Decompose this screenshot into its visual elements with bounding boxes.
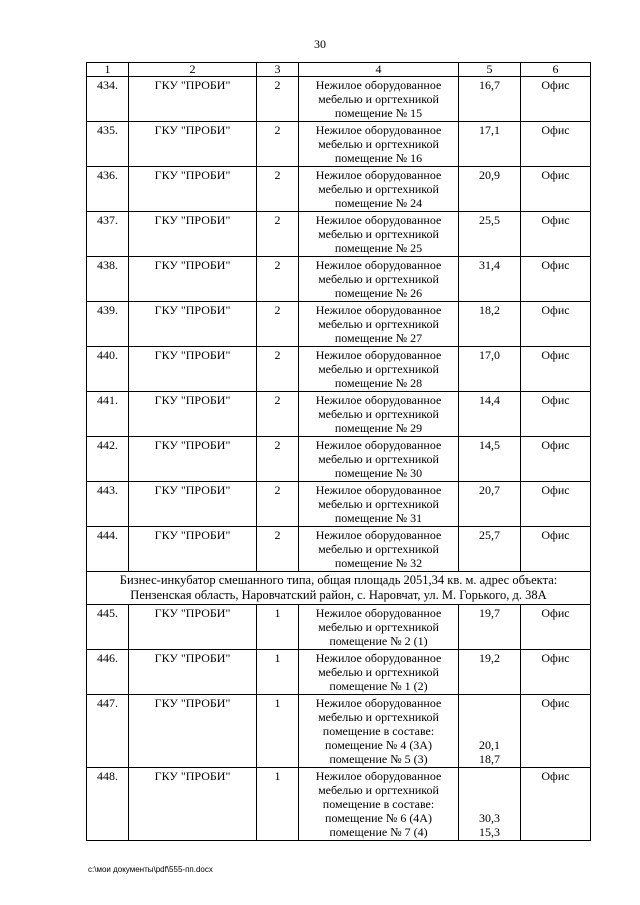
area: 19,7 (459, 605, 521, 650)
description-line: мебелью и оргтехникой (318, 620, 439, 634)
row-number: 447. (87, 695, 129, 768)
floor: 2 (257, 347, 299, 392)
premises-description (299, 695, 459, 768)
premises-description (299, 392, 459, 437)
area-value: 15,3 (479, 825, 500, 839)
area: 17,0 (459, 347, 521, 392)
area: 14,5 (459, 437, 521, 482)
table-row (87, 122, 591, 167)
description-line: Нежилое оборудованное (315, 651, 442, 665)
row-number: 443. (87, 482, 129, 527)
table-row (87, 302, 591, 347)
table-row (87, 527, 591, 572)
premises-description (299, 302, 459, 347)
table-row (87, 695, 591, 768)
column-number: 6 (521, 63, 591, 77)
organization: ГКУ "ПРОБИ" (129, 212, 257, 257)
purpose: Офис (521, 527, 591, 572)
description-line: мебелью и оргтехникой (318, 182, 439, 196)
organization: ГКУ "ПРОБИ" (129, 167, 257, 212)
description-line: мебелью и оргтехникой (318, 407, 439, 421)
description-line: помещение № 30 (334, 466, 423, 480)
organization: ГКУ "ПРОБИ" (129, 527, 257, 572)
area: 25,7 (459, 527, 521, 572)
description-line: Нежилое оборудованное (315, 258, 442, 272)
table-row (87, 257, 591, 302)
organization: ГКУ "ПРОБИ" (129, 650, 257, 695)
description-line: Нежилое оборудованное (315, 528, 442, 542)
description-line: Нежилое оборудованное (315, 393, 442, 407)
area-value: 20,1 (479, 738, 500, 752)
description-line: помещение № 15 (334, 106, 423, 120)
row-number: 441. (87, 392, 129, 437)
area: 18,2 (459, 302, 521, 347)
description-line: помещение № 28 (334, 376, 423, 390)
description-line: мебелью и оргтехникой (318, 665, 439, 679)
description-line: мебелью и оргтехникой (318, 92, 439, 106)
description-line: мебелью и оргтехникой (318, 452, 439, 466)
description-line: помещение № 16 (334, 151, 423, 165)
description-line: мебелью и оргтехникой (318, 497, 439, 511)
description-line: помещение в составе: (322, 797, 435, 811)
purpose: Офис (521, 347, 591, 392)
area (459, 768, 521, 841)
organization: ГКУ "ПРОБИ" (129, 605, 257, 650)
description-line: мебелью и оргтехникой (318, 542, 439, 556)
description-line: Нежилое оборудованное (315, 606, 442, 620)
organization: ГКУ "ПРОБИ" (129, 768, 257, 841)
spacer (461, 783, 518, 797)
premises-description (299, 212, 459, 257)
purpose: Офис (521, 302, 591, 347)
premises-description (299, 768, 459, 841)
floor: 2 (257, 527, 299, 572)
row-number: 448. (87, 768, 129, 841)
description-line: мебелью и оргтехникой (318, 137, 439, 151)
purpose: Офис (521, 605, 591, 650)
floor: 2 (257, 212, 299, 257)
description-line: мебелью и оргтехникой (318, 227, 439, 241)
description-line: Нежилое оборудованное (315, 438, 442, 452)
floor: 2 (257, 302, 299, 347)
table-row (87, 482, 591, 527)
organization: ГКУ "ПРОБИ" (129, 77, 257, 122)
premises-description (299, 257, 459, 302)
area: 17,1 (459, 122, 521, 167)
organization: ГКУ "ПРОБИ" (129, 122, 257, 167)
floor: 1 (257, 605, 299, 650)
file-path-footer: c:\мои документы\pdf\555-пп.docx (88, 865, 213, 874)
table-row (87, 605, 591, 650)
floor: 1 (257, 650, 299, 695)
floor: 2 (257, 437, 299, 482)
page-number: 30 (314, 37, 326, 51)
row-number: 446. (87, 650, 129, 695)
column-number: 4 (299, 63, 459, 77)
organization: ГКУ "ПРОБИ" (129, 257, 257, 302)
floor: 2 (257, 167, 299, 212)
column-number-row (87, 63, 591, 77)
description-line: Нежилое оборудованное (315, 213, 442, 227)
description-line: Нежилое оборудованное (315, 769, 442, 783)
description-line: Нежилое оборудованное (315, 123, 442, 137)
table-row (87, 77, 591, 122)
area-value: 18,7 (479, 752, 500, 766)
section-heading (87, 572, 591, 605)
area: 25,5 (459, 212, 521, 257)
description-line: мебелью и оргтехникой (318, 272, 439, 286)
purpose: Офис (521, 768, 591, 841)
description-line: помещение № 5 (3) (329, 752, 428, 766)
purpose: Офис (521, 482, 591, 527)
row-number: 434. (87, 77, 129, 122)
floor: 1 (257, 768, 299, 841)
area: 19,2 (459, 650, 521, 695)
area: 16,7 (459, 77, 521, 122)
table-row (87, 212, 591, 257)
organization: ГКУ "ПРОБИ" (129, 482, 257, 527)
purpose: Офис (521, 695, 591, 768)
description-line: помещение № 32 (334, 556, 423, 570)
column-number: 3 (257, 63, 299, 77)
table-row (87, 768, 591, 841)
description-line: помещение № 31 (334, 511, 423, 525)
spacer (461, 710, 518, 724)
spacer (461, 769, 518, 783)
purpose: Офис (521, 650, 591, 695)
description-line: помещение № 4 (3А) (325, 738, 432, 752)
row-number: 435. (87, 122, 129, 167)
row-number: 439. (87, 302, 129, 347)
description-line: помещение № 26 (334, 286, 423, 300)
premises-description (299, 527, 459, 572)
floor: 2 (257, 122, 299, 167)
area: 14,4 (459, 392, 521, 437)
description-line: помещение № 6 (4А) (325, 811, 432, 825)
premises-table (86, 62, 591, 841)
purpose: Офис (521, 392, 591, 437)
description-line: Нежилое оборудованное (315, 483, 442, 497)
row-number: 437. (87, 212, 129, 257)
row-number: 445. (87, 605, 129, 650)
description-line: помещение № 2 (1) (329, 634, 428, 648)
premises-description (299, 77, 459, 122)
description-line: помещение в составе: (322, 724, 435, 738)
area: 31,4 (459, 257, 521, 302)
section-heading-line: Бизнес-инкубатор смешанного типа, общая площадь 2051,34 кв. м. адрес объекта: (119, 573, 558, 587)
spacer (461, 696, 518, 710)
area: 20,9 (459, 167, 521, 212)
row-number: 440. (87, 347, 129, 392)
organization: ГКУ "ПРОБИ" (129, 302, 257, 347)
purpose: Офис (521, 167, 591, 212)
organization: ГКУ "ПРОБИ" (129, 347, 257, 392)
spacer (461, 797, 518, 811)
description-line: Нежилое оборудованное (315, 696, 442, 710)
purpose: Офис (521, 122, 591, 167)
description-line: Нежилое оборудованное (315, 168, 442, 182)
table-row (87, 437, 591, 482)
purpose: Офис (521, 212, 591, 257)
description-line: Нежилое оборудованное (315, 348, 442, 362)
floor: 2 (257, 482, 299, 527)
purpose: Офис (521, 77, 591, 122)
spacer (461, 724, 518, 738)
area: 20,7 (459, 482, 521, 527)
organization: ГКУ "ПРОБИ" (129, 392, 257, 437)
floor: 2 (257, 77, 299, 122)
area-value: 30,3 (479, 811, 500, 825)
table-row (87, 347, 591, 392)
purpose: Офис (521, 257, 591, 302)
floor: 2 (257, 257, 299, 302)
row-number: 444. (87, 527, 129, 572)
description-line: помещение № 27 (334, 331, 423, 345)
area (459, 695, 521, 768)
table-row (87, 392, 591, 437)
table-row (87, 167, 591, 212)
row-number: 442. (87, 437, 129, 482)
premises-description (299, 650, 459, 695)
section-heading-row (87, 572, 591, 605)
description-line: Нежилое оборудованное (315, 78, 442, 92)
row-number: 436. (87, 167, 129, 212)
column-number: 5 (459, 63, 521, 77)
description-line: помещение № 25 (334, 241, 423, 255)
description-line: помещение № 1 (2) (329, 679, 428, 693)
description-line: мебелью и оргтехникой (318, 317, 439, 331)
premises-description (299, 167, 459, 212)
premises-description (299, 482, 459, 527)
description-line: помещение № 7 (4) (329, 825, 428, 839)
premises-description (299, 347, 459, 392)
description-line: Нежилое оборудованное (315, 303, 442, 317)
table-row (87, 650, 591, 695)
description-line: помещение № 29 (334, 421, 423, 435)
description-line: мебелью и оргтехникой (318, 710, 439, 724)
description-line: мебелью и оргтехникой (318, 362, 439, 376)
row-number: 438. (87, 257, 129, 302)
floor: 2 (257, 392, 299, 437)
column-number: 2 (129, 63, 257, 77)
organization: ГКУ "ПРОБИ" (129, 695, 257, 768)
section-heading-line: Пензенская область, Наровчатский район, с. Наровчат, ул. М. Горького, д. 38А (130, 588, 547, 602)
premises-description (299, 437, 459, 482)
description-line: помещение № 24 (334, 196, 423, 210)
purpose: Офис (521, 437, 591, 482)
description-line: мебелью и оргтехникой (318, 783, 439, 797)
organization: ГКУ "ПРОБИ" (129, 437, 257, 482)
premises-description (299, 122, 459, 167)
column-number: 1 (87, 63, 129, 77)
premises-description (299, 605, 459, 650)
floor: 1 (257, 695, 299, 768)
